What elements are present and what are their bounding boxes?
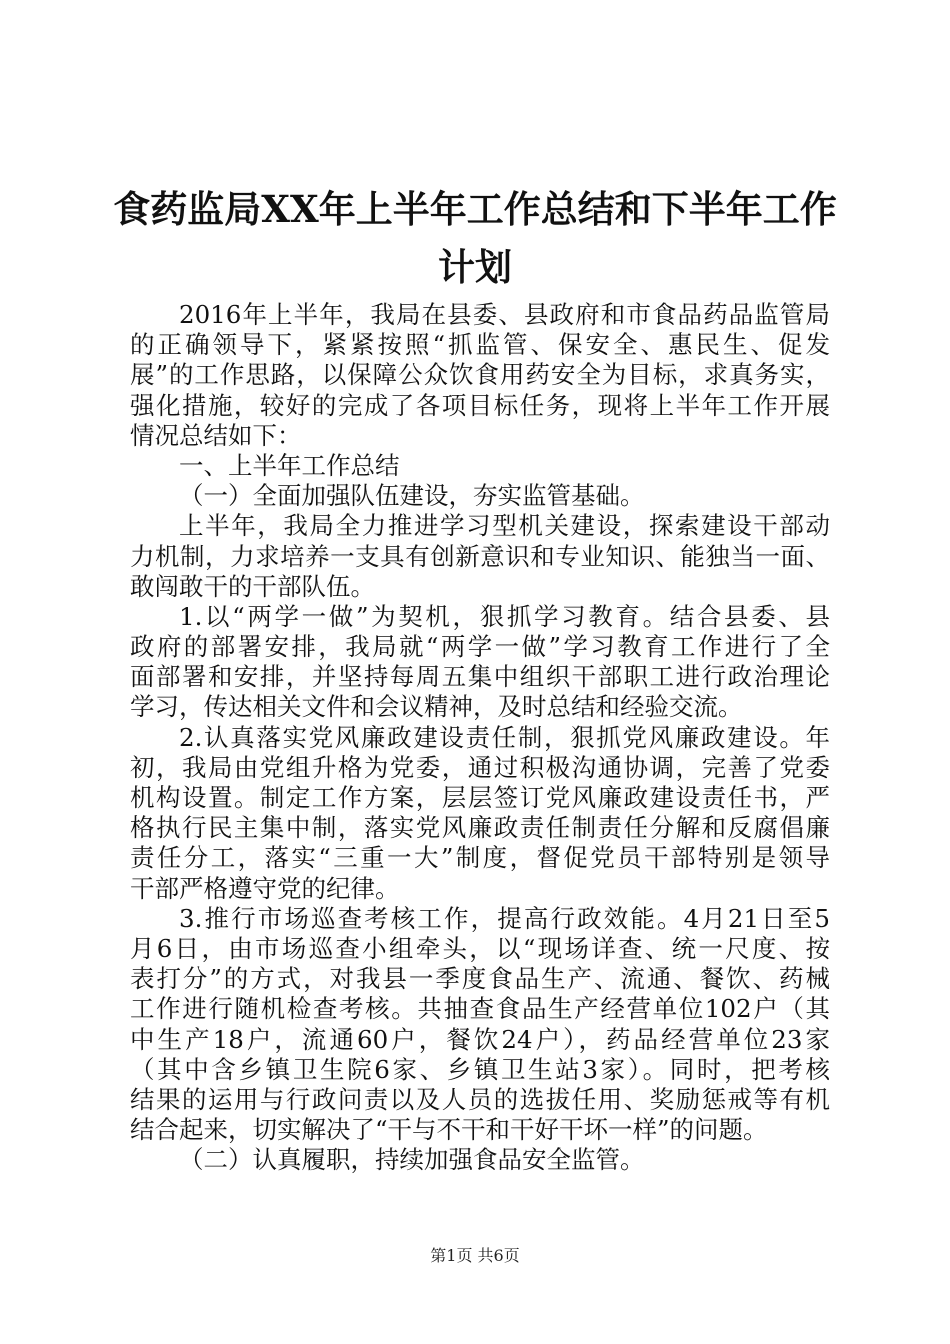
body-line: 责任分工，落实“三重一大”制度，督促党员干部特别是领导 (130, 843, 830, 873)
body-line: 一、上半年工作总结 (179, 450, 400, 480)
body-line: 力机制，力求培养一支具有创新意识和专业知识、能独当一面、 (130, 541, 830, 571)
document-title-line-1: 食药监局XX年上半年工作总结和下半年工作 (113, 187, 837, 231)
body-line: 上半年，我局全力推进学习型机关建设，探索建设干部动 (179, 511, 830, 541)
body-line: 干部严格遵守党的纪律。 (130, 873, 400, 903)
body-line: 1.以“两学一做”为契机，狠抓学习教育。结合县委、县 (179, 601, 830, 631)
body-line: 机构设置。制定工作方案，层层签订党风廉政建设责任书，严 (130, 783, 830, 812)
body-line: 初，我局由党组升格为党委，通过积极沟通协调，完善了党委 (130, 752, 830, 782)
body-line: 月6日，由市场巡查小组牵头，以“现场详查、统一尺度、按 (130, 933, 830, 963)
body-line: 格执行民主集中制，落实党风廉政责任制责任分解和反腐倡廉 (130, 813, 830, 843)
document-body (130, 300, 830, 1175)
body-line: 政府的部署安排，我局就“两学一做”学习教育工作进行了全 (130, 632, 830, 662)
body-line: 3.推行市场巡查考核工作，提高行政效能。4月21日至5 (179, 903, 830, 933)
body-line: 强化措施，较好的完成了各项目标任务，现将上半年工作开展 (130, 390, 830, 420)
body-line: 结果的运用与行政问责以及人员的选拔任用、奖励惩戒等有机 (130, 1084, 830, 1114)
body-line: （一）全面加强队伍建设，夯实监管基础。 (179, 481, 645, 511)
body-line: 2.认真落实党风廉政建设责任制，狠抓党风廉政建设。年 (179, 722, 830, 752)
body-line: 2016年上半年，我局在县委、县政府和市食品药品监管局 (179, 300, 830, 329)
body-line: 结合起来，切实解决了“干与不干和干好干坏一样”的问题。 (130, 1115, 768, 1145)
document-title-line-2: 计划 (438, 245, 512, 289)
body-line: 展”的工作思路，以保障公众饮食用药安全为目标，求真务实， (130, 360, 830, 390)
body-line: 中生产18户，流通60户，餐饮24户），药品经营单位23家 (130, 1024, 830, 1054)
body-line: 敢闯敢干的干部队伍。 (130, 571, 375, 601)
page-footer: 第1页 共6页 (430, 1246, 520, 1265)
body-line: 学习，传达相关文件和会议精神，及时总结和经验交流。 (130, 692, 743, 722)
body-line: 表打分”的方式，对我县一季度食品生产、流通、餐饮、药械 (130, 964, 830, 994)
body-line: 情况总结如下： (130, 420, 302, 450)
body-line: 的正确领导下，紧紧按照“抓监管、保安全、惠民生、促发 (130, 330, 830, 360)
body-line: 面部署和安排，并坚持每周五集中组织干部职工进行政治理论 (130, 662, 830, 692)
body-line: （二）认真履职，持续加强食品安全监管。 (179, 1145, 645, 1175)
body-line: 工作进行随机检查考核。共抽查食品生产经营单位102户（其 (130, 994, 830, 1024)
body-line: （其中含乡镇卫生院6家、乡镇卫生站3家）。同时，把考核 (130, 1054, 830, 1084)
